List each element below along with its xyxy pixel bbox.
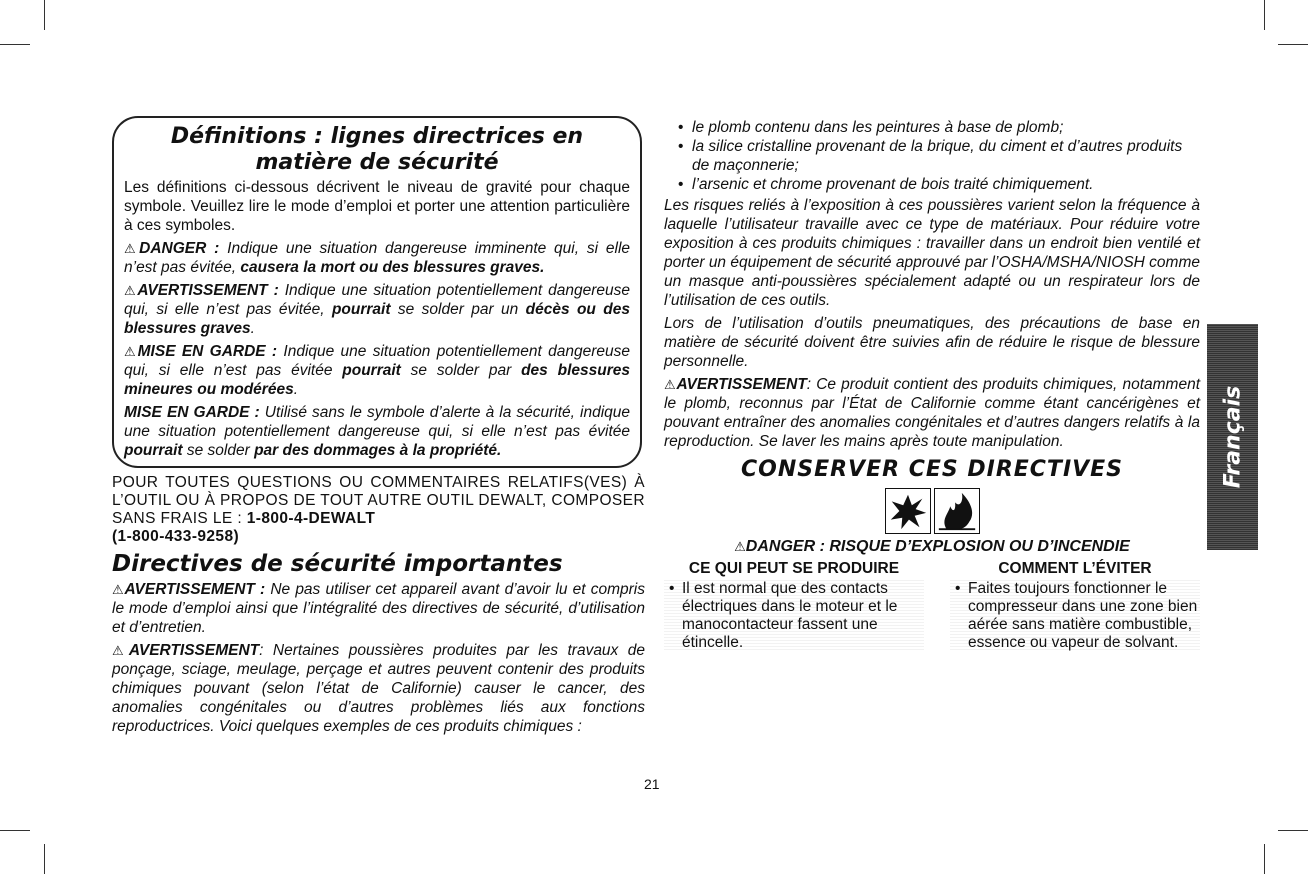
crop-mark (1264, 0, 1265, 30)
language-tab-label: Français (1220, 385, 1245, 489)
warning-triangle-icon: ⚠ (124, 344, 138, 359)
right-column (664, 118, 1200, 652)
fire-icon (934, 488, 980, 534)
crop-mark (44, 844, 45, 874)
warning-triangle-icon: ⚠ (112, 582, 125, 597)
hazard-table (664, 560, 1200, 652)
page-number: 21 (644, 776, 660, 792)
avertissement-definition: ⚠AVERTISSEMENT : Indique une situation potentiellement dangereuse qui, si elle n’est pas évitée, pourrait se solder par un décès ou des blessures graves. (124, 282, 631, 337)
danger-definition: ⚠DANGER : Indique une situation dangereuse imminente qui, si elle n’est pas évitée, causera la mort ou des blessures graves. (124, 240, 631, 276)
warning-triangle-icon: ⚠ (664, 377, 677, 392)
directives-heading: Directives de sécurité importantes (112, 551, 563, 577)
phone-number: 1-800-4-DEWALT (246, 510, 376, 527)
warning-triangle-icon: ⚠ (124, 283, 138, 298)
contact-info: POUR TOUTES QUESTIONS OU COMMENTAIRES RELATIFS(VES) À L’OUTIL OU À PROPOS DE TOUT AUTRE OUTIL DEWALT, COMPOSER SANS FRAIS LE : 1-800-4-DEWALT (1-800-433-9258) (112, 474, 645, 545)
explosion-icon (885, 488, 931, 534)
definitions-title: Définitions : lignes directrices en matière de sécurité (170, 124, 584, 175)
definitions-intro: Les définitions ci-dessous décrivent le niveau de gravité pour chaque symbole. Veuillez lire le mode d’emploi et porter une attention particulière à ces symboles. (124, 179, 630, 234)
crop-mark (1264, 844, 1265, 874)
pneumatic-paragraph: Lors de l’utilisation d’outils pneumatiques, des précautions de base en matière de sécurité doivent être suivies afin de réduire le risque de blessure personnelle. (664, 315, 1200, 370)
hazard-icons (664, 488, 1200, 534)
crop-mark (1278, 44, 1308, 45)
warning-dust-chemicals: ⚠AVERTISSEMENT: Nertaines poussières produites par les travaux de ponçage, sciage, meulage, perçage et autres peuvent contenir des produits chimiques pouvant (selon l’état de Californie) causer le cancer, des anomalies congénitales ou d’autres problèmes liés aux fonctions reproductrices. Voici quelques exemples de ces produits chimiques : (112, 642, 646, 735)
warning-read-manual: ⚠AVERTISSEMENT : Ne pas utiliser cet appareil avant d’avoir lu et compris le mode d’emploi ainsi que l’intégralité des directives de sécurité, d’utilisation et d’entretien. (112, 581, 646, 636)
mise-en-garde-definition: ⚠MISE EN GARDE : Indique une situation potentiellement dangereuse qui, si elle n’est pas évitée pourrait se solder par des blessures mineures ou modérées. (124, 343, 631, 398)
hazard-column-what (664, 560, 924, 652)
left-column (112, 116, 645, 736)
table-cell: • Faites toujours fonctionner le compresseur dans une zone bien aérée sans matière combustible, essence ou vapeur de solvant. (950, 580, 1200, 652)
danger-explosion-heading: ⚠DANGER : RISQUE D’EXPLOSION OU D’INCENDIE (734, 538, 1130, 555)
definitions-box (112, 116, 642, 468)
warning-triangle-icon: ⚠ (734, 539, 746, 554)
list-item: • l’arsenic et chrome provenant de bois traité chimiquement. (678, 175, 1200, 194)
crop-mark (0, 44, 30, 45)
table-cell: • Il est normal que des contacts électriques dans le moteur et le manocontacteur fassent une étincelle. (664, 580, 924, 652)
crop-mark (0, 830, 30, 831)
mise-en-garde-property-definition: MISE EN GARDE : Utilisé sans le symbole d’alerte à la sécurité, indique une situation potentiellement dangereuse qui, si elle n’est pas évitée pourrait se solder par des dommages à la propriété. (124, 404, 631, 459)
hazard-column-how (950, 560, 1200, 652)
warning-triangle-icon: ⚠ (112, 643, 129, 658)
list-item: • le plomb contenu dans les peintures à base de plomb; (678, 118, 1200, 137)
column-header: CE QUI PEUT SE PRODUIRE (688, 560, 900, 577)
phone-number-digits: (1-800-433-9258) (112, 528, 240, 545)
crop-mark (1278, 830, 1308, 831)
column-header: COMMENT L’ÉVITER (998, 560, 1152, 577)
conserve-heading: CONSERVER CES DIRECTIVES (740, 457, 1124, 482)
warning-lead: ⚠AVERTISSEMENT: Ce produit contient des produits chimiques, notamment le plomb, reconnus par l’État de Californie comme étant cancérigènes et pouvant entraîner des anomalies congénitales et d’autres dangers relatifs à la reproduction. Se laver les mains après toute manipulation. (664, 376, 1200, 450)
exposure-paragraph: Les risques reliés à l’exposition à ces poussières varient selon la fréquence à laquelle l’utilisateur travaille avec ce type de matériaux. Pour réduire votre exposition à ces produits chimiques : travailler dans un endroit bien ventilé et porter un équipement de sécurité approuvé par l’OSHA/MSHA/NIOSH comme un masque anti-poussières spécialement adapté ou un respirateur lors de l’utilisation de ces outils. (664, 197, 1200, 309)
crop-mark (44, 0, 45, 30)
language-tab (1207, 324, 1258, 550)
warning-triangle-icon: ⚠ (124, 241, 140, 256)
chemical-examples-list (664, 118, 1200, 194)
list-item: • la silice cristalline provenant de la brique, du ciment et d’autres produits de maçonnerie; (678, 137, 1200, 175)
